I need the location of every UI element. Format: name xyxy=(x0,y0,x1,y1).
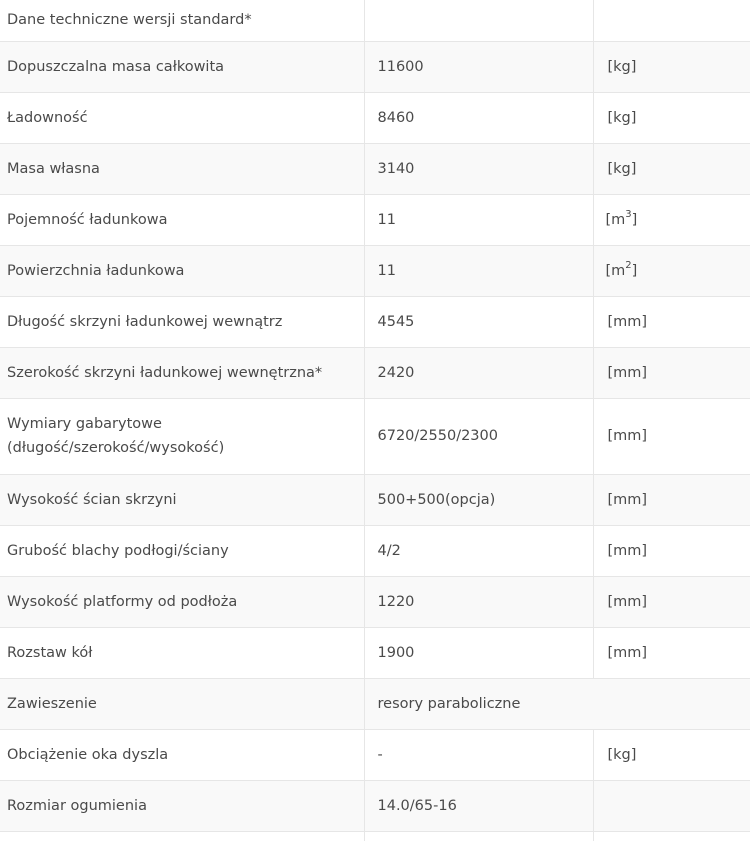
row-label-line2: (długość/szerokość/wysokość) xyxy=(7,440,225,456)
unit-close: ] xyxy=(631,211,638,228)
table-row xyxy=(0,525,750,576)
table-row xyxy=(0,576,750,627)
table-row xyxy=(0,678,750,729)
row-value-empty xyxy=(364,831,593,841)
row-label: Powierzchnia ładunkowa xyxy=(0,245,364,296)
unit-base: [m xyxy=(605,262,626,279)
row-value: 1900 xyxy=(364,627,593,678)
section-title: Dane techniczne wersji standard* xyxy=(0,0,364,41)
table-row xyxy=(0,627,750,678)
row-label xyxy=(0,398,364,474)
unit-base: [m xyxy=(605,211,626,228)
unit-exponent: 2 xyxy=(625,259,632,271)
table-row xyxy=(0,92,750,143)
table-row xyxy=(0,245,750,296)
row-value: 500+500(opcja) xyxy=(364,474,593,525)
table-row xyxy=(0,780,750,831)
row-label: Długość skrzyni ładunkowej wewnątrz xyxy=(0,296,364,347)
table-row xyxy=(0,296,750,347)
table-row xyxy=(0,41,750,92)
table-header-row xyxy=(0,0,750,41)
row-label-line1: Wymiary gabarytowe xyxy=(7,416,162,432)
row-value: 2420 xyxy=(364,347,593,398)
table-row xyxy=(0,347,750,398)
row-label: Rozmiar ogumienia xyxy=(0,780,364,831)
table-row xyxy=(0,398,750,474)
row-label: Obciążenie oka dyszla xyxy=(0,729,364,780)
row-unit: [mm] xyxy=(593,627,750,678)
row-value: resory paraboliczne xyxy=(364,678,750,729)
row-label: Rozstaw kół xyxy=(0,627,364,678)
row-unit: [mm] xyxy=(593,576,750,627)
row-value: 6720/2550/2300 xyxy=(364,398,593,474)
row-value: 4/2 xyxy=(364,525,593,576)
row-value: 3140 xyxy=(364,143,593,194)
table-row xyxy=(0,194,750,245)
row-unit: [mm] xyxy=(593,296,750,347)
row-value: - xyxy=(364,729,593,780)
row-value: 8460 xyxy=(364,92,593,143)
row-value: 11600 xyxy=(364,41,593,92)
table-row xyxy=(0,474,750,525)
row-label-empty xyxy=(0,831,364,841)
row-unit: [kg] xyxy=(593,143,750,194)
row-unit xyxy=(593,780,750,831)
row-label: Pojemność ładunkowa xyxy=(0,194,364,245)
table-row-partial xyxy=(0,831,750,841)
row-unit: [kg] xyxy=(593,729,750,780)
row-value: 14.0/65-16 xyxy=(364,780,593,831)
row-unit xyxy=(593,245,750,296)
row-label: Masa własna xyxy=(0,143,364,194)
row-label: Szerokość skrzyni ładunkowej wewnętrzna* xyxy=(0,347,364,398)
row-unit: [kg] xyxy=(593,41,750,92)
row-unit-empty xyxy=(593,831,750,841)
table-row xyxy=(0,729,750,780)
row-unit: [kg] xyxy=(593,92,750,143)
row-unit: [mm] xyxy=(593,525,750,576)
row-label: Ładowność xyxy=(0,92,364,143)
row-value: 11 xyxy=(364,245,593,296)
row-unit: [mm] xyxy=(593,347,750,398)
table-row xyxy=(0,143,750,194)
header-unit-cell xyxy=(593,0,750,41)
row-label: Grubość blachy podłogi/ściany xyxy=(0,525,364,576)
row-value: 11 xyxy=(364,194,593,245)
row-value: 4545 xyxy=(364,296,593,347)
row-label: Wysokość ścian skrzyni xyxy=(0,474,364,525)
row-label: Dopuszczalna masa całkowita xyxy=(0,41,364,92)
row-unit: [mm] xyxy=(593,398,750,474)
row-label: Wysokość platformy od podłoża xyxy=(0,576,364,627)
row-unit: [mm] xyxy=(593,474,750,525)
header-value-cell xyxy=(364,0,593,41)
unit-exponent: 3 xyxy=(625,208,632,220)
row-unit xyxy=(593,194,750,245)
row-value: 1220 xyxy=(364,576,593,627)
unit-close: ] xyxy=(631,262,638,279)
row-label: Zawieszenie xyxy=(0,678,364,729)
